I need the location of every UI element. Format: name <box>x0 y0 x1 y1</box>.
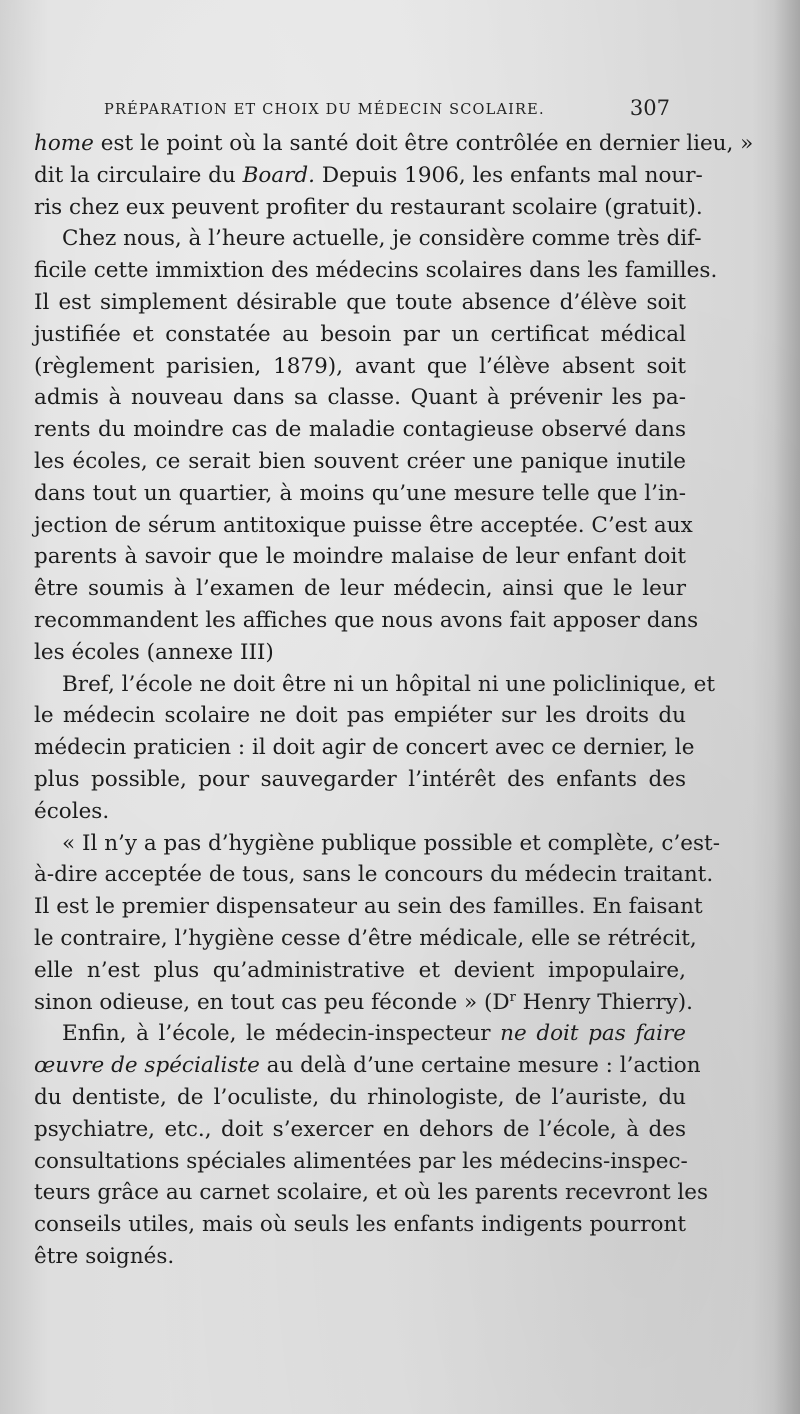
text-segment: est le point où la santé doit être contrôlée en dernier lieu, » <box>93 131 754 156</box>
paragraph-start-line: « Il n’y a pas d’hygiène publique possible et complète, c’est- <box>62 830 720 856</box>
text-line <box>34 1050 701 1082</box>
text-line <box>34 160 703 192</box>
text-line: (règlement parisien, 1879), avant que l’élève absent soit <box>34 353 686 379</box>
text-line <box>34 987 693 1019</box>
text-line: psychiatre, etc., doit s’exercer en dehors de l’école, à des <box>34 1116 686 1142</box>
text-segment: au delà d’une certaine mesure : l’action <box>259 1053 701 1079</box>
text-segment: Enfin, à l’école, le médecin-inspecteur <box>62 1021 501 1047</box>
text-line: le contraire, l’hygiène cesse d’être médicale, elle se rétrécit, <box>34 925 697 951</box>
text-line: teurs grâce au carnet scolaire, et où les parents recevront les <box>34 1180 709 1206</box>
text-line: écoles. <box>34 798 110 824</box>
text-line: Il est le premier dispensateur au sein des familles. En faisant <box>34 894 703 920</box>
text-line: le médecin scolaire ne doit pas empiéter sur les droits du <box>34 703 686 729</box>
page-number: 307 <box>629 96 670 120</box>
text-line: à-dire acceptée de tous, sans le concours du médecin traitant. <box>34 862 714 888</box>
text-line: être soignés. <box>34 1243 175 1269</box>
text-line: ficile cette immixtion des médecins scolaires dans les familles. <box>34 258 718 284</box>
italic-word: Board. <box>242 162 316 188</box>
superscript: r <box>509 989 516 1005</box>
paragraph-start-line <box>34 1018 686 1050</box>
text-line: justifiée et constatée au besoin par un certificat médical <box>34 321 686 347</box>
body-text <box>34 128 754 1273</box>
text-line: les écoles, ce serait bien souvent créer une panique inutile <box>34 448 686 474</box>
text-line: conseils utiles, mais où seuls les enfants indigents pourront <box>34 1212 686 1238</box>
text-line: médecin praticien : il doit agir de concert avec ce dernier, le <box>34 735 695 761</box>
text-segment: sinon odieuse, en tout cas peu féconde » (D <box>34 989 510 1015</box>
text-line: consultations spéciales alimentées par les médecins-inspec- <box>34 1148 688 1174</box>
paragraph-start-line: Chez nous, à l’heure actuelle, je considère comme très dif- <box>62 226 702 252</box>
text-line <box>34 128 754 160</box>
text-line: les écoles (annexe III) <box>34 639 274 665</box>
text-line: jection de sérum antitoxique puisse être acceptée. C’est aux <box>34 512 693 538</box>
text-line: du dentiste, de l’oculiste, du rhinologiste, de l’auriste, du <box>34 1084 686 1110</box>
running-header <box>92 96 670 126</box>
text-line: plus possible, pour sauvegarder l’intérêt des enfants des <box>34 766 686 792</box>
text-line: elle n’est plus qu’administrative et devient impopulaire, <box>34 957 686 983</box>
italic-phrase: œuvre de spécialiste <box>34 1053 260 1079</box>
text-line: admis à nouveau dans sa classe. Quant à prévenir les pa- <box>34 385 686 411</box>
paragraph-start-line: Bref, l’école ne doit être ni un hôpital ni une policlinique, et <box>62 671 716 697</box>
text-line: rents du moindre cas de maladie contagieuse observé dans <box>34 417 686 443</box>
text-segment: Depuis 1906, les enfants mal nour- <box>315 162 703 188</box>
text-line: être soumis à l’examen de leur médecin, ainsi que le leur <box>34 576 686 602</box>
text-line: parents à savoir que le moindre malaise de leur enfant doit <box>34 544 686 570</box>
text-segment: Henry Thierry). <box>515 989 693 1015</box>
text-segment: dit la circulaire du <box>34 162 243 188</box>
italic-phrase: ne doit pas faire <box>500 1021 686 1047</box>
text-line: Il est simplement désirable que toute absence d’élève soit <box>34 289 686 315</box>
text-line: recommandent les affiches que nous avons fait apposer dans <box>34 607 699 633</box>
running-title: PRÉPARATION ET CHOIX DU MÉDECIN SCOLAIRE. <box>104 102 545 118</box>
italic-word: home <box>34 131 94 156</box>
text-line: ris chez eux peuvent profiter du restaurant scolaire (gratuit). <box>34 194 703 220</box>
text-line: dans tout un quartier, à moins qu’une mesure telle que l’in- <box>34 480 686 506</box>
